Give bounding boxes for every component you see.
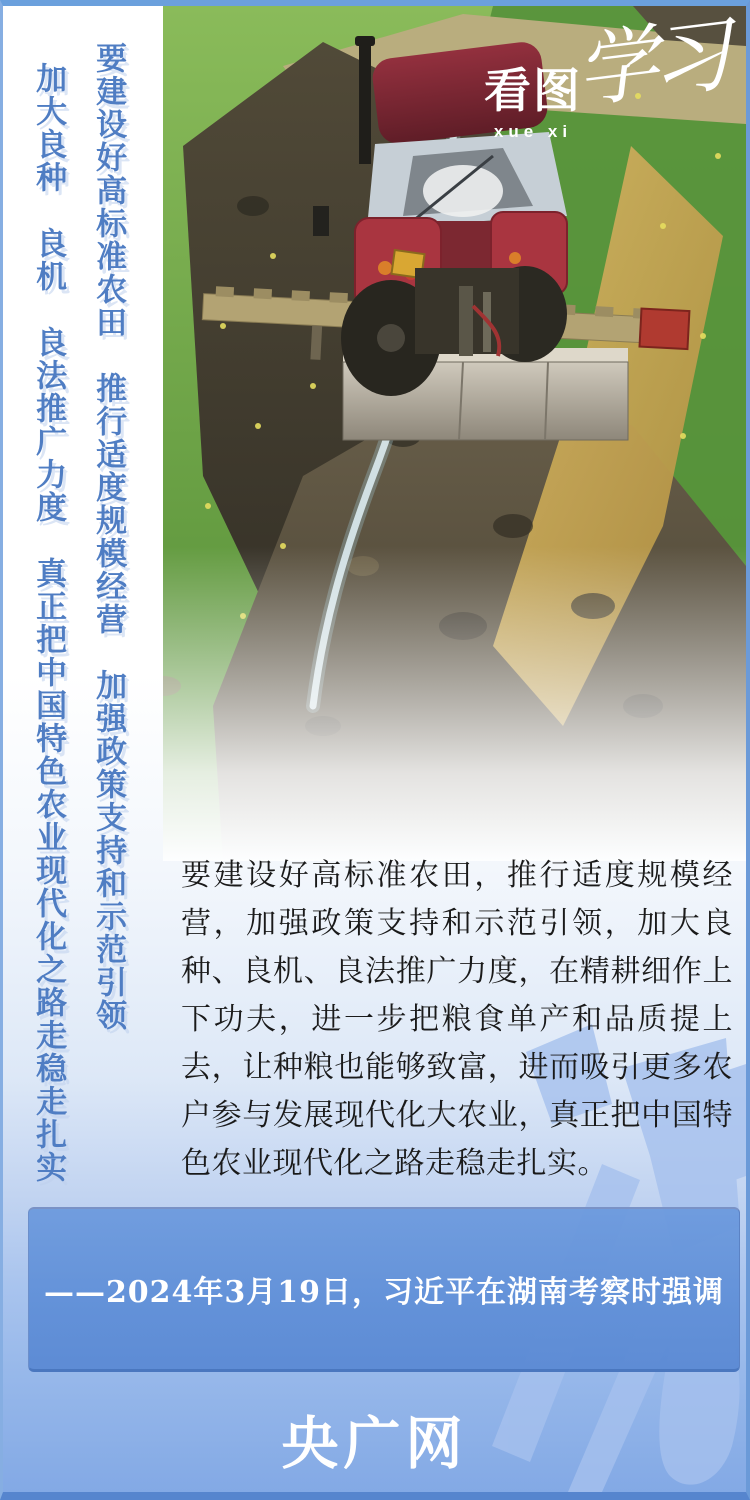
tractor-mirror bbox=[313, 206, 329, 236]
vertical-headline-secondary: 加大良种 良机 良法推广力度 真正把中国特色农业现代化之路走稳走扎实 bbox=[30, 62, 67, 1184]
vertical-headline-primary: 要建设好高标准农田 推行适度规模经营 加强政策支持和示范引领 bbox=[90, 42, 127, 1032]
masthead-kantu-text: 看图 bbox=[484, 64, 582, 117]
masthead-logo bbox=[458, 6, 748, 176]
quote-paragraph: 要建设好高标准农田，推行适度规模经营，加强政策支持和示范引领，加大良种、良机、良法推广力度，在精耕细作上下功夫，进一步把粮食单产和品质提上去，让种粮也能够致富，进而吸引更多农户参与发展现代化大农业，真正把中国特色农业现代化之路走稳走扎实。 bbox=[181, 858, 733, 1181]
tractor-exhaust bbox=[359, 42, 371, 164]
masthead-pinyin-text: xue xi bbox=[493, 122, 573, 141]
attribution-text: ——2024年3月19日，习近平在湖南考察时强调 bbox=[43, 1275, 725, 1310]
cnr-logo: 央广网 bbox=[281, 1412, 468, 1476]
attribution-bar bbox=[28, 1207, 740, 1372]
photo-fade bbox=[163, 546, 746, 861]
masthead-xuexi-calligraphy: 学习 bbox=[570, 7, 730, 121]
